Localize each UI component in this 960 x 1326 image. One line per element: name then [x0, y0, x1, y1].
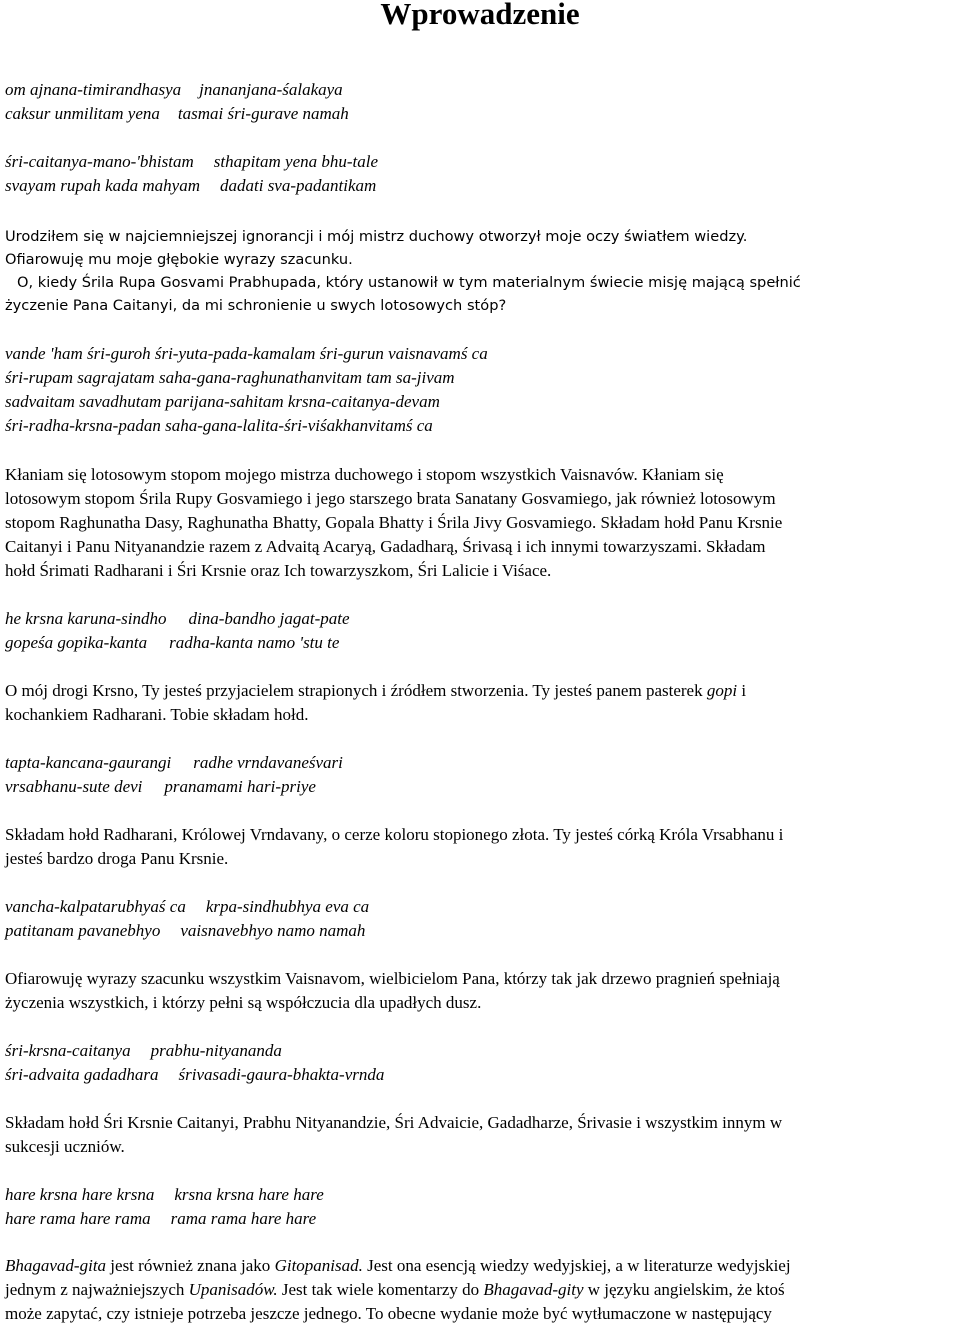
paragraph-5	[5, 1111, 782, 1159]
paragraph-text: Jest tak wiele komentarzy do	[277, 1280, 484, 1299]
paragraph-line: stopom Raghunatha Dasy, Raghunatha Bhatty, Gopala Bhatty i Śrila Jivy Gosvamiego. Składam hołd Panu Krsnie	[5, 513, 783, 532]
verse-line-part: tapta-kancana-gaurangi	[5, 753, 172, 772]
paragraph-text: i	[737, 681, 747, 700]
paragraph-4	[5, 967, 780, 1015]
paragraph-text: Jest ona esencją wiedzy wedyjskiej, a w literaturze wedyjskiej	[362, 1256, 791, 1275]
verse-line: sadvaitam savadhutam parijana-sahitam krsna-caitanya-devam	[5, 392, 440, 411]
verse-line-part: śri-krsna-caitanya	[5, 1041, 131, 1060]
verse-line-part: jnananjana-śalakaya	[199, 80, 343, 99]
verse-line-part: hare rama hare rama	[5, 1209, 151, 1228]
verse-4	[5, 607, 350, 655]
paragraph-line: może zapytać, czy istnieje potrzeba jeszcze jednego. To obecne wydanie może być wytłumaczone w następujący	[5, 1304, 772, 1323]
verse-line-part: tasmai śri-gurave namah	[177, 104, 349, 123]
verse-3	[5, 342, 488, 438]
verse-line-part: śrivasadi-gaura-bhakta-vrnda	[178, 1065, 385, 1084]
paragraph-line: hołd Śrimati Radharani i Śri Krsnie oraz Ich towarzyszkom, Śri Lalicie i Viśace.	[5, 561, 552, 580]
translation-1	[5, 225, 801, 317]
verse-2	[5, 150, 378, 198]
verse-line-part: śri-advaita gadadhara	[5, 1065, 159, 1084]
paragraph-1	[5, 463, 782, 583]
paragraph-line: Składam hołd Radharani, Królowej Vrndavany, o cerze koloru stopionego złota. Ty jesteś córką Króla Vrsabhanu i	[5, 825, 784, 844]
verse-line-part: hare krsna hare krsna	[5, 1185, 155, 1204]
verse-line-part: patitanam pavanebhyo	[5, 921, 161, 940]
verse-line-part: he krsna karuna-sindho	[5, 609, 167, 628]
book-title: Upanisadów.	[188, 1280, 278, 1299]
paragraph-text: jednym z najważniejszych	[5, 1280, 189, 1299]
verse-line-part: dina-bandho jagat-pate	[188, 609, 350, 628]
verse-line-part: prabhu-nityananda	[150, 1041, 282, 1060]
book-title: Bhagavad-gita	[5, 1256, 107, 1275]
verse-line-part: krsna krsna hare hare	[174, 1185, 324, 1204]
paragraph-line: lotosowym stopom Śrila Rupy Gosvamiego i jego starszego brata Sanatany Gosvamiego, jak również lotosowym	[5, 489, 776, 508]
verse-line-part: radhe vrndavaneśvari	[193, 753, 343, 772]
paragraph-3	[5, 823, 783, 871]
verse-line-part: radha-kanta namo 'stu te	[169, 633, 340, 652]
verse-1	[5, 78, 349, 126]
paragraph-2	[5, 679, 746, 727]
verse-line-part: dadati sva-padantikam	[220, 176, 377, 195]
verse-line-part: rama rama hare hare	[170, 1209, 317, 1228]
verse-line: vande 'ham śri-guroh śri-yuta-pada-kamalam śri-gurun vaisnavamś ca	[5, 344, 488, 363]
paragraph-line: Składam hołd Śri Krsnie Caitanyi, Prabhu Nityanandzie, Śri Advaicie, Gadadharze, Śrivasie i wszystkim innym w	[5, 1113, 783, 1132]
verse-line-part: vrsabhanu-sute devi	[5, 777, 143, 796]
page-title: Wprowadzenie	[380, 0, 580, 31]
verse-7	[5, 1039, 384, 1087]
verse-line-part: caksur unmilitam yena	[5, 104, 160, 123]
verse-line-part: sthapitam yena bhu-tale	[213, 152, 379, 171]
emphasis-term: gopi	[706, 681, 738, 700]
verse-line: śri-radha-krsna-padan saha-gana-lalita-śri-viśakhanvitamś ca	[5, 416, 433, 435]
translation-line: Ofiarowuję mu moje głębokie wyrazy szacunku.	[5, 251, 353, 268]
verse-line: śri-rupam sagrajatam saha-gana-raghunathanvitam tam sa-jivam	[5, 368, 455, 387]
book-title: Gitopanisad.	[274, 1256, 363, 1275]
verse-line-part: krpa-sindhubhya eva ca	[205, 897, 370, 916]
translation-line: życzenie Pana Caitanyi, da mi schronienie u swych lotosowych stóp?	[5, 297, 507, 314]
book-title: Bhagavad-gity	[483, 1280, 584, 1299]
paragraph-line: sukcesji uczniów.	[5, 1137, 125, 1156]
paragraph-6	[5, 1254, 791, 1326]
paragraph-line: Caitanyi i Panu Nityanandzie razem z Advaitą Acaryą, Gadadharą, Śrivasą i ich innymi towarzyszami. Składam	[5, 537, 766, 556]
paragraph-line: życzenia wszystkich, i którzy pełni są współczucia dla upadłych dusz.	[5, 993, 482, 1012]
paragraph-text: w języku angielskim, że ktoś	[583, 1280, 785, 1299]
verse-8	[5, 1183, 324, 1231]
verse-5	[5, 751, 343, 799]
translation-line: O, kiedy Śrila Rupa Gosvami Prabhupada, który ustanowił w tym materialnym świecie misję mającą spełnić	[17, 274, 801, 291]
translation-line: Urodziłem się w najciemniejszej ignorancji i mój mistrz duchowy otworzył moje oczy światłem wiedzy.	[5, 228, 748, 245]
verse-line-part: pranamami hari-priye	[164, 777, 316, 796]
paragraph-line: Ofiarowuję wyrazy szacunku wszystkim Vaisnavom, wielbicielom Pana, którzy tak jak drzewo pragnień spełniają	[5, 969, 780, 988]
verse-line-part: gopeśa gopika-kanta	[5, 633, 148, 652]
verse-line-part: svayam rupah kada mahyam	[5, 176, 200, 195]
verse-6	[5, 895, 369, 943]
paragraph-line: kochankiem Radharani. Tobie składam hołd.	[5, 705, 309, 724]
verse-line-part: om ajnana-timirandhasya	[5, 80, 182, 99]
paragraph-text: O mój drogi Krsno, Ty jesteś przyjacielem strapionych i źródłem stworzenia. Ty jesteś panem pasterek	[5, 681, 707, 700]
paragraph-text: jest również znana jako	[106, 1256, 275, 1275]
verse-line-part: vancha-kalpatarubhyaś ca	[5, 897, 186, 916]
verse-line-part: śri-caitanya-mano-'bhistam	[5, 152, 194, 171]
verse-line-part: vaisnavebhyo namo namah	[180, 921, 366, 940]
paragraph-line: Kłaniam się lotosowym stopom mojego mistrza duchowego i stopom wszystkich Vaisnavów. Kłaniam się	[5, 465, 724, 484]
paragraph-line: jesteś bardzo droga Panu Krsnie.	[5, 849, 229, 868]
